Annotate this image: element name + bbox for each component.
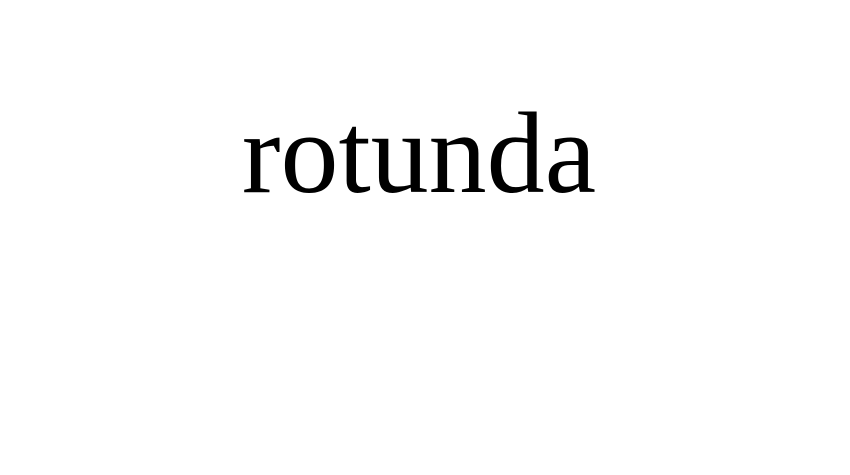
word-text: rotunda xyxy=(241,90,597,218)
